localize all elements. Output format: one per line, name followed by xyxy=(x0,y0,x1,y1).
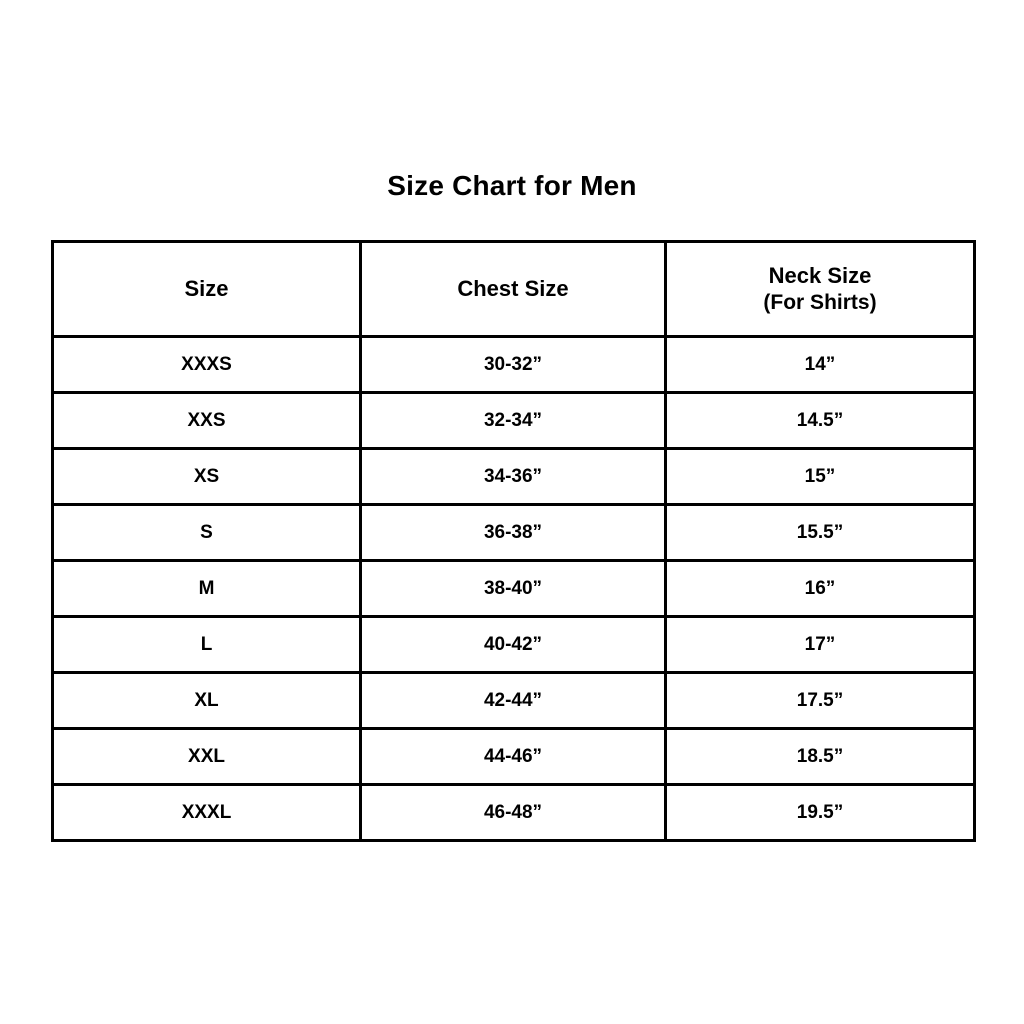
column-header-size xyxy=(53,242,361,337)
size-chart-table xyxy=(51,240,976,842)
cell-neck: 14” xyxy=(666,337,975,393)
cell-neck: 14.5” xyxy=(666,393,975,449)
column-header-size-label: Size xyxy=(184,276,229,302)
table-row xyxy=(53,673,975,729)
cell-neck: 15.5” xyxy=(666,505,975,561)
cell-size: XS xyxy=(53,449,361,505)
cell-size: L xyxy=(53,617,361,673)
table-row xyxy=(53,393,975,449)
cell-chest: 40-42” xyxy=(361,617,666,673)
column-header-neck xyxy=(666,242,975,337)
cell-size: XXS xyxy=(53,393,361,449)
cell-neck: 18.5” xyxy=(666,729,975,785)
table-row xyxy=(53,617,975,673)
cell-size: S xyxy=(53,505,361,561)
cell-chest: 32-34” xyxy=(361,393,666,449)
cell-chest: 36-38” xyxy=(361,505,666,561)
column-header-neck-label: Neck Size xyxy=(768,263,872,289)
table-body xyxy=(53,337,975,841)
table-header xyxy=(53,242,975,337)
column-header-chest-label: Chest Size xyxy=(457,276,569,302)
table-row xyxy=(53,729,975,785)
table-row xyxy=(53,449,975,505)
cell-chest: 38-40” xyxy=(361,561,666,617)
cell-size: XL xyxy=(53,673,361,729)
table-header-row xyxy=(53,242,975,337)
table-row xyxy=(53,785,975,841)
cell-size: XXL xyxy=(53,729,361,785)
table-row xyxy=(53,337,975,393)
cell-chest: 42-44” xyxy=(361,673,666,729)
cell-chest: 46-48” xyxy=(361,785,666,841)
cell-neck: 17.5” xyxy=(666,673,975,729)
column-header-chest xyxy=(361,242,666,337)
cell-chest: 30-32” xyxy=(361,337,666,393)
cell-neck: 16” xyxy=(666,561,975,617)
cell-chest: 34-36” xyxy=(361,449,666,505)
cell-neck: 19.5” xyxy=(666,785,975,841)
column-header-neck-sublabel: (For Shirts) xyxy=(763,290,877,314)
table-row xyxy=(53,561,975,617)
page-title: Size Chart for Men xyxy=(387,170,637,201)
table-row xyxy=(53,505,975,561)
cell-neck: 15” xyxy=(666,449,975,505)
cell-size: M xyxy=(53,561,361,617)
cell-size: XXXS xyxy=(53,337,361,393)
cell-size: XXXL xyxy=(53,785,361,841)
cell-neck: 17” xyxy=(666,617,975,673)
cell-chest: 44-46” xyxy=(361,729,666,785)
